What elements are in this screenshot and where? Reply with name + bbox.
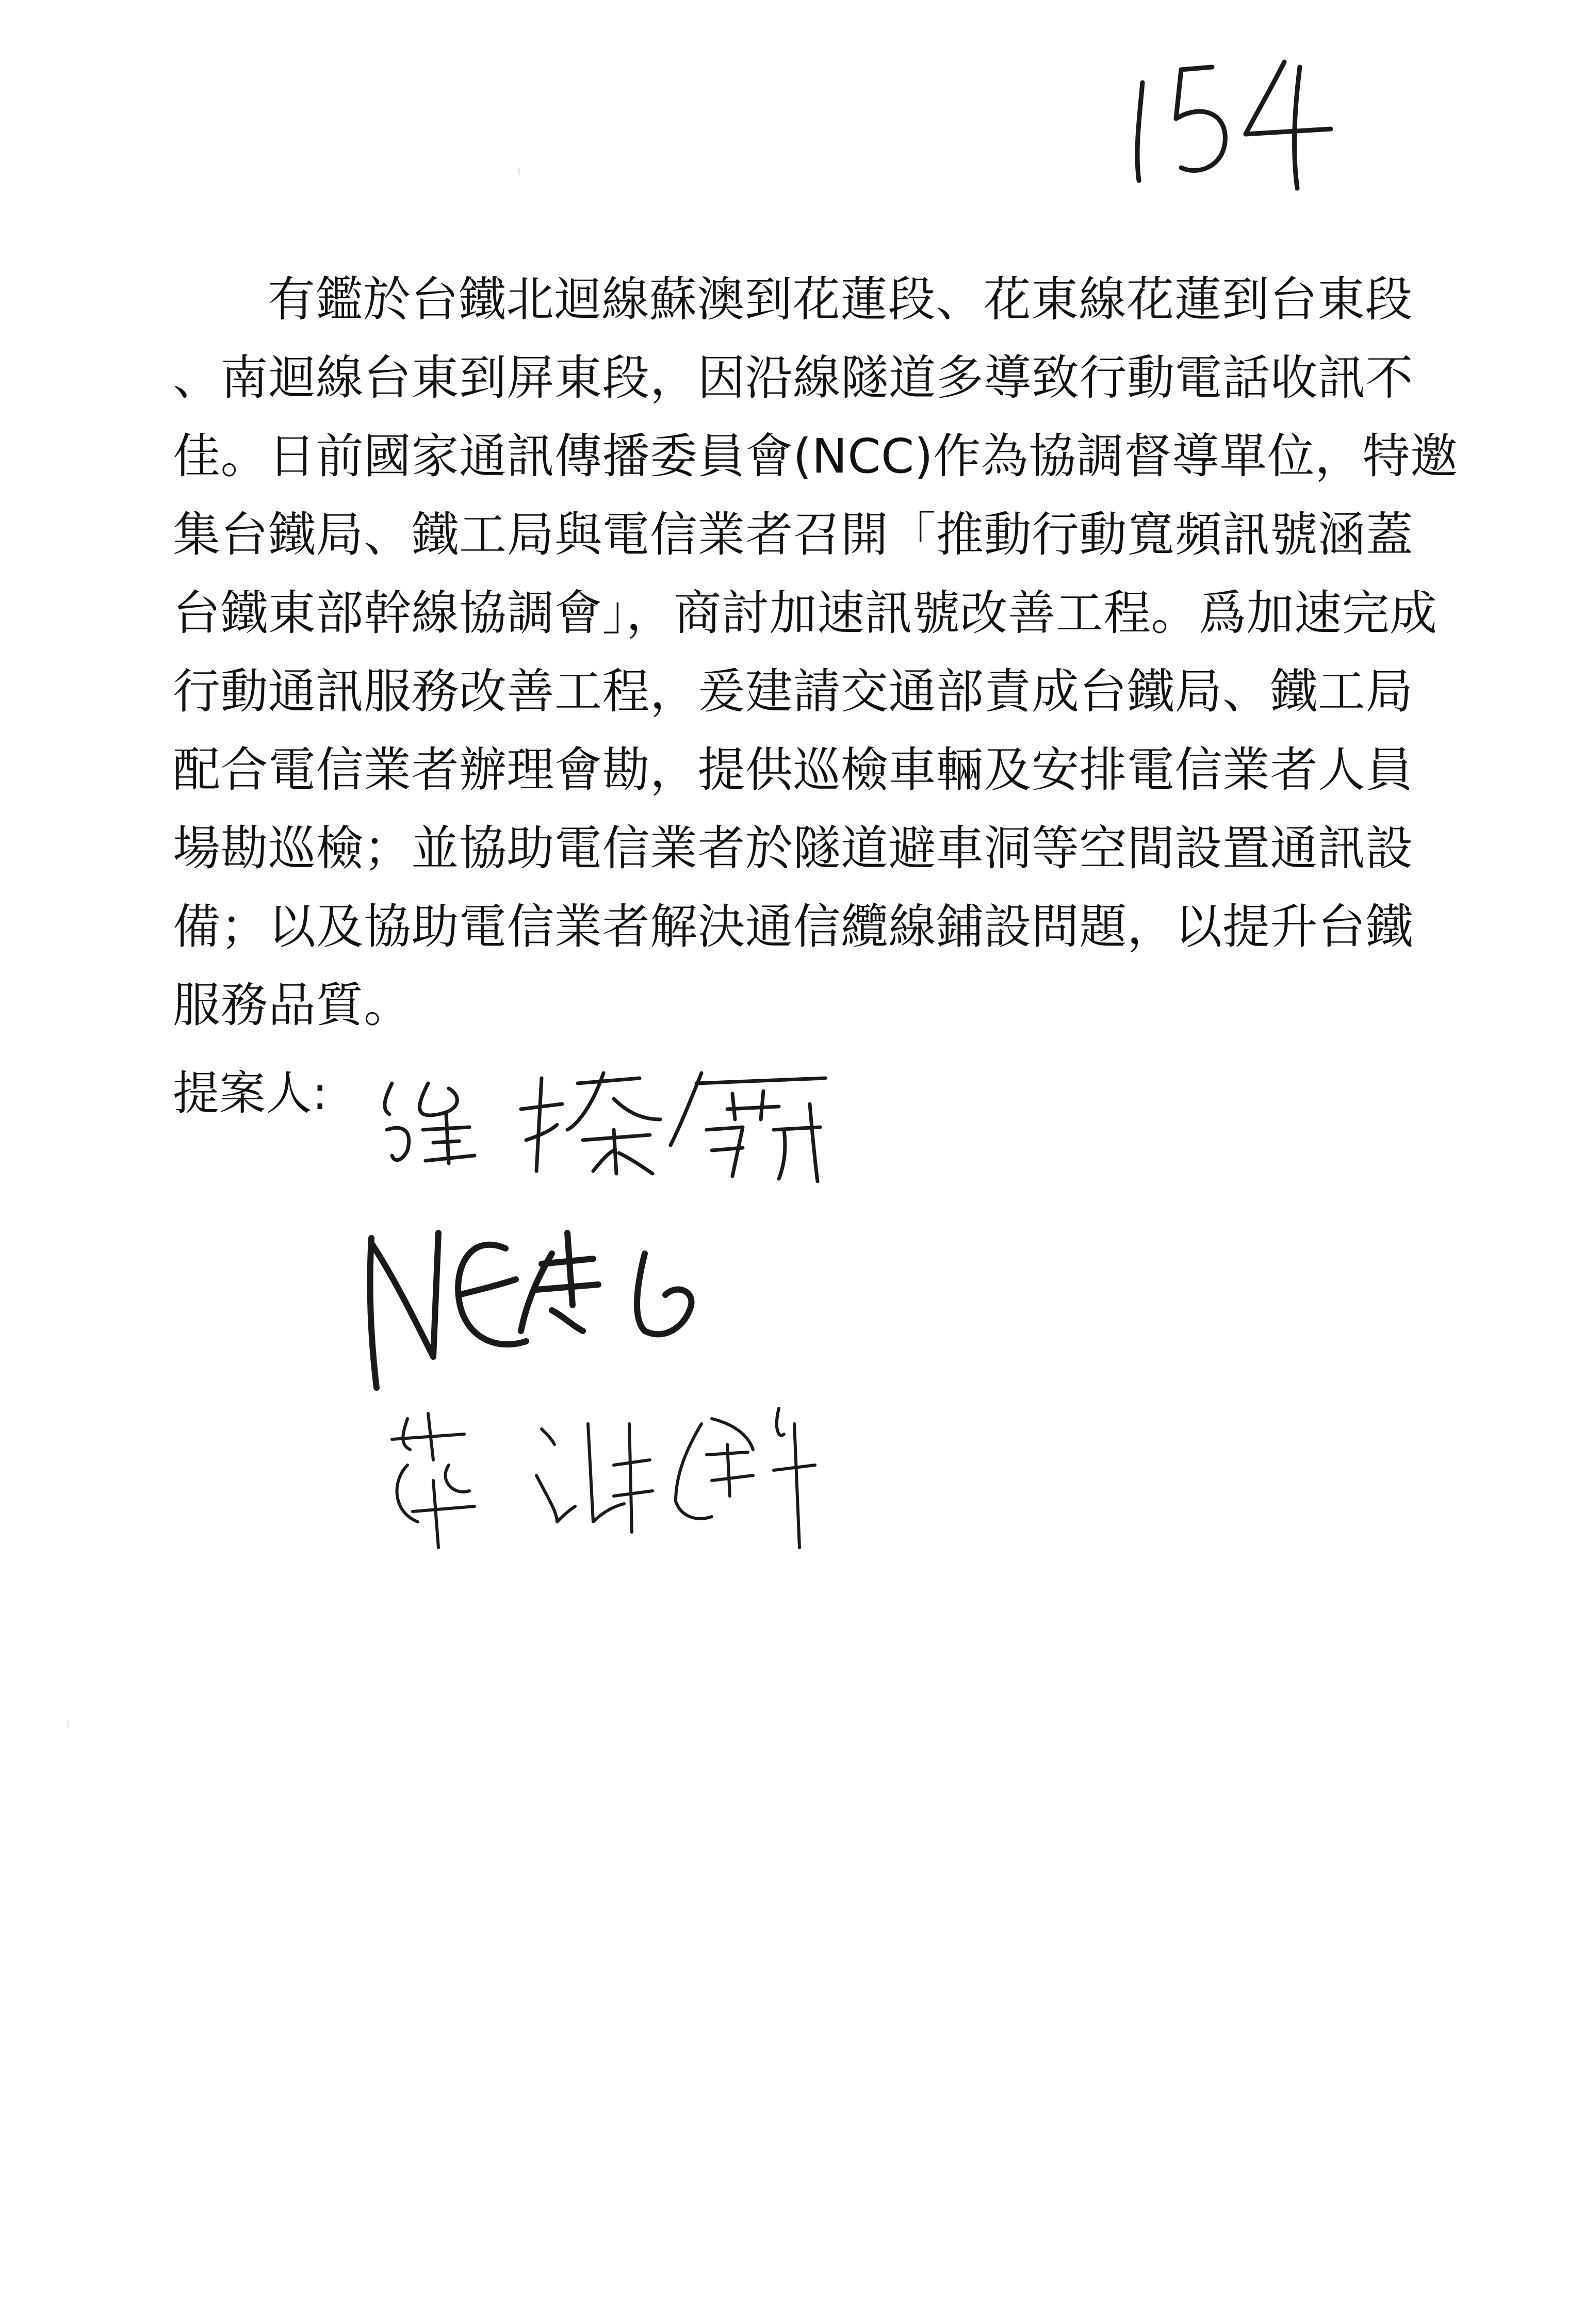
handwritten-signature-3 [371, 1393, 836, 1558]
body-line: 行動通訊服務改善工程，爰建請交通部責成台鐵局、鐵工局 [173, 664, 1414, 719]
proposal-body [173, 261, 1458, 1045]
body-line: 場勘巡檢；並協助電信業者於隧道避車洞等空間設置通訊設 [173, 821, 1414, 876]
handwritten-page-number [1114, 46, 1351, 196]
handwritten-signature-1 [371, 1052, 856, 1187]
body-line: 佳。日前國家通訊傳播委員會(NCC)作為協調督導單位，特邀 [173, 429, 1458, 484]
body-line: 台鐵東部幹線協調會」，商討加速訊號改善工程。爲加速完成 [173, 586, 1438, 641]
body-line: 備；以及協助電信業者解決通信纜線鋪設問題，以提升台鐵 [173, 899, 1414, 954]
body-line: 有鑑於台鐵北迴線蘇澳到花蓮段、花東線花蓮到台東段 [268, 272, 1413, 327]
body-line: 集台鐵局、鐵工局與電信業者召開「推動行動寬頻訊號涵蓋 [173, 507, 1414, 562]
scan-mark [67, 1720, 69, 1728]
body-line: 、南迴線台東到屏東段，因沿線隧道多導致行動電話收訊不 [173, 350, 1414, 405]
body-line: 服務品質。 [173, 978, 412, 1033]
signature-3-drawing [371, 1393, 836, 1558]
signature-2-drawing [356, 1202, 748, 1408]
handwritten-signature-2 [356, 1202, 748, 1408]
proposer-label: 提案人: [173, 1066, 328, 1120]
page-number-drawing [1114, 46, 1351, 196]
scan-mark [518, 168, 520, 175]
body-line: 配合電信業者辦理會勘，提供巡檢車輛及安排電信業者人員 [173, 742, 1414, 798]
signature-1-drawing [371, 1052, 856, 1187]
